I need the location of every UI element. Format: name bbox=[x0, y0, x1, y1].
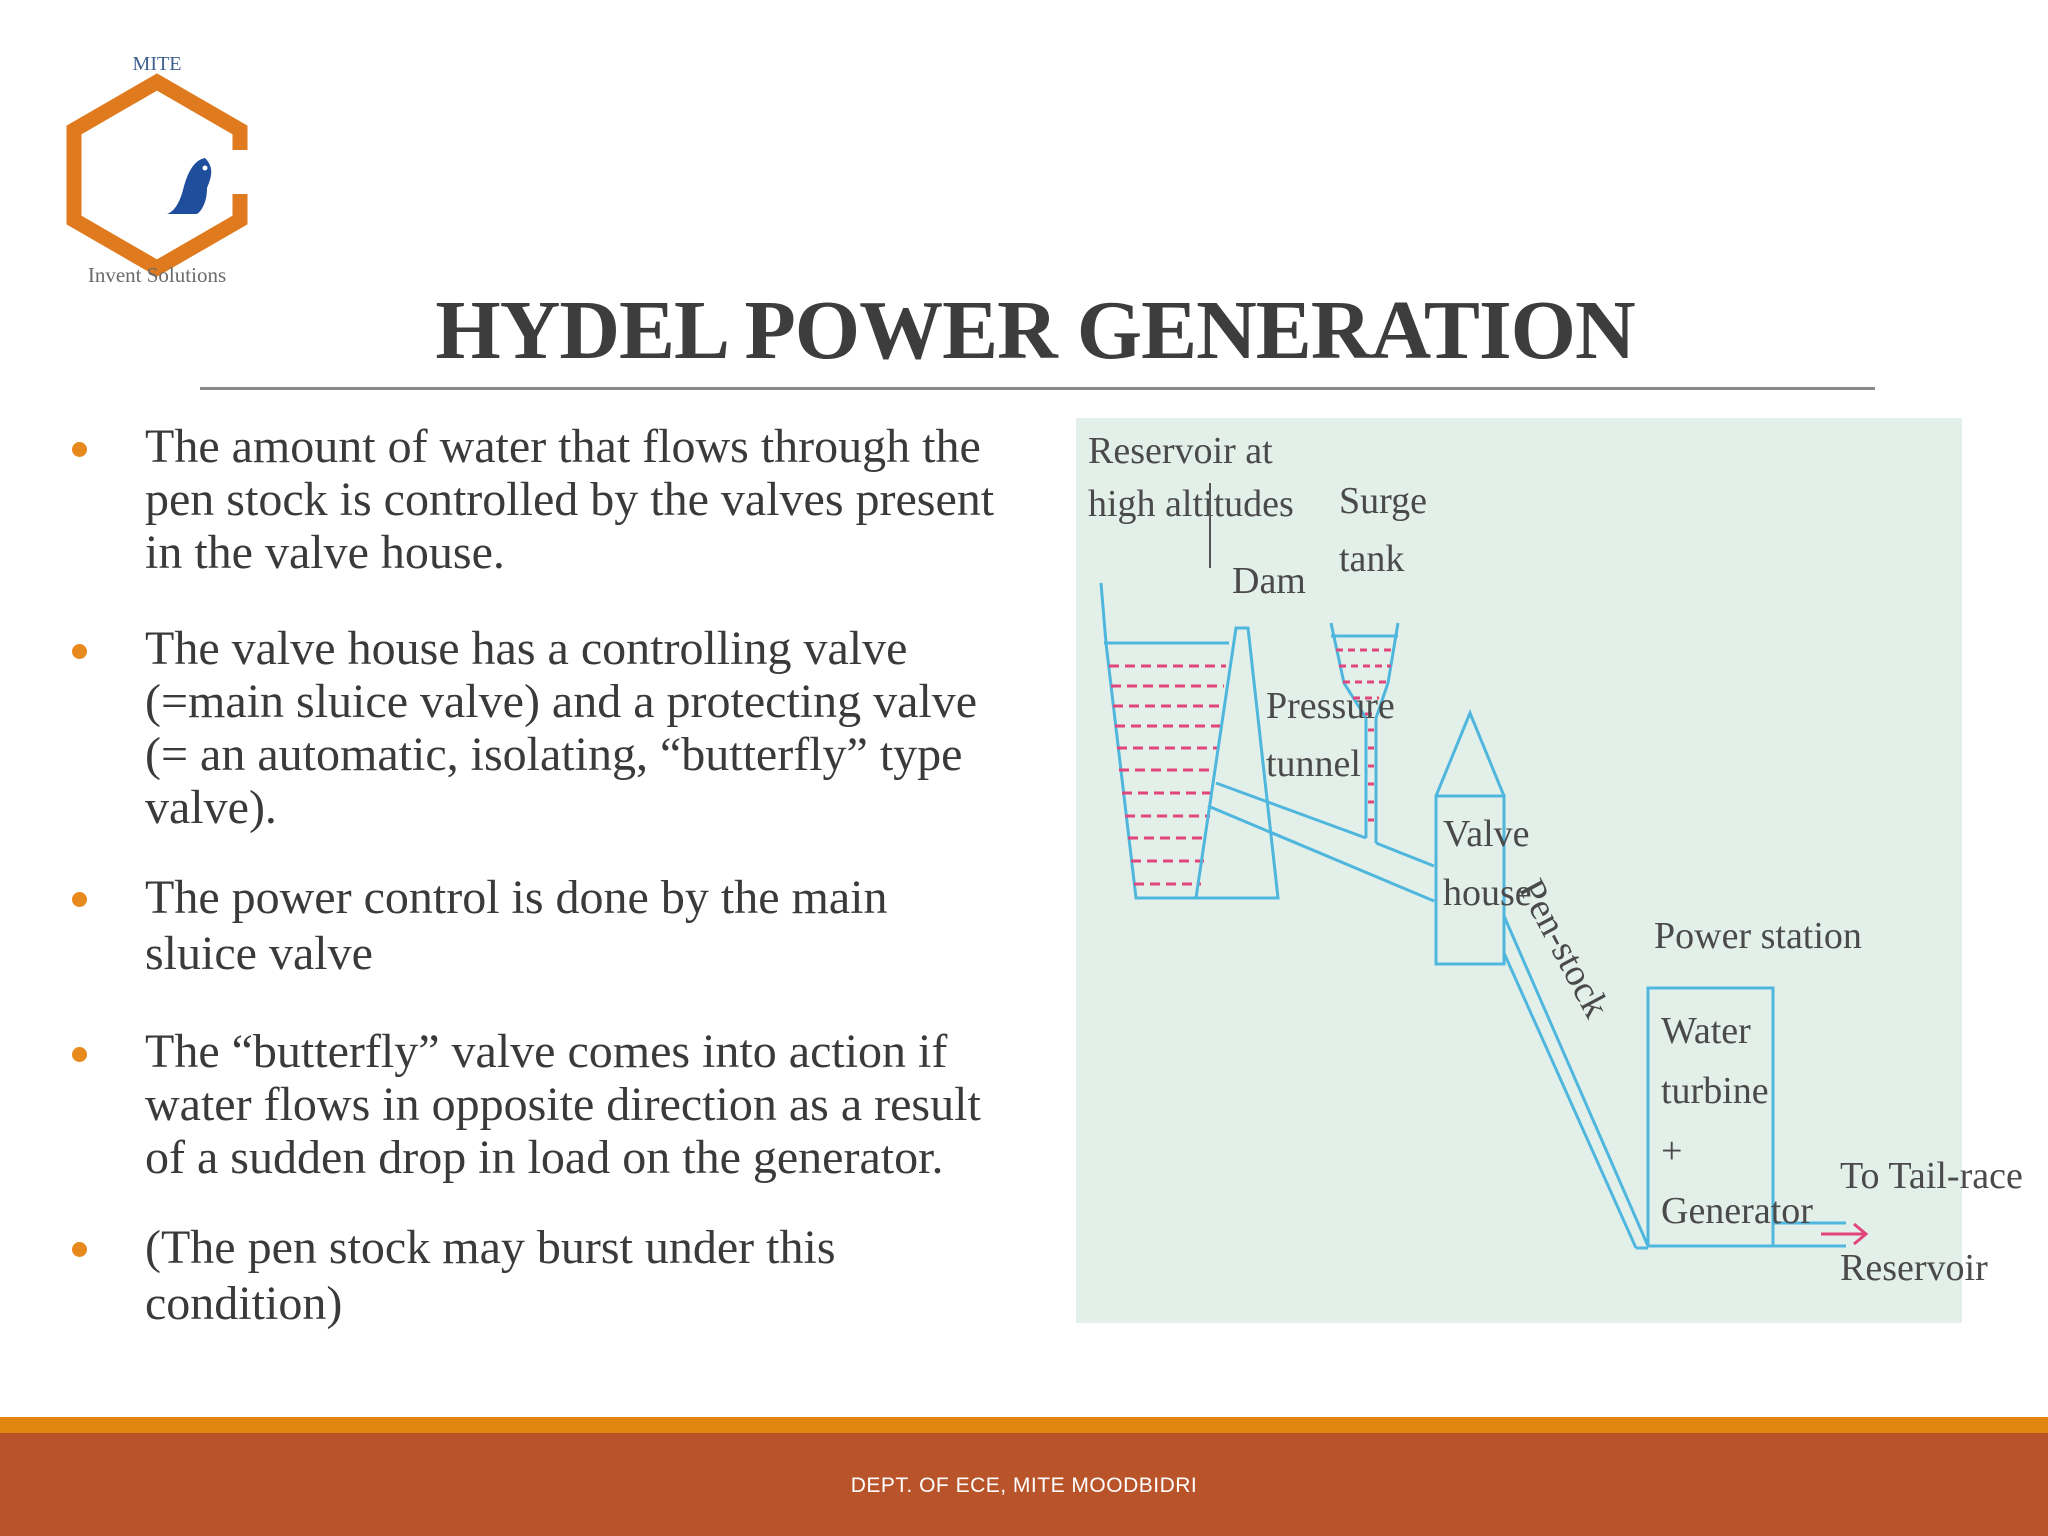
label-dam: Dam bbox=[1232, 560, 1306, 602]
bullet-icon bbox=[72, 644, 87, 659]
bullet-item bbox=[60, 420, 994, 579]
label-pressure-line2: tunnel bbox=[1266, 743, 1361, 785]
bullet-item bbox=[60, 1220, 836, 1332]
label-surge-line1: Surge bbox=[1339, 480, 1427, 522]
footer-text: DEPT. OF ECE, MITE MOODBIDRI bbox=[850, 1474, 1198, 1497]
bullet-line: (The pen stock may burst under this bbox=[145, 1221, 836, 1274]
bullet-item bbox=[60, 1025, 981, 1184]
label-generator: Generator bbox=[1661, 1190, 1813, 1232]
hydel-diagram bbox=[1076, 418, 2023, 1323]
bullet-line: valve). bbox=[145, 781, 277, 834]
bullet-line: of a sudden drop in load on the generator. bbox=[145, 1131, 944, 1184]
label-tailrace: To Tail-race bbox=[1840, 1155, 2023, 1197]
logo-top-text: MITE bbox=[132, 53, 182, 75]
footer-stripe bbox=[0, 1417, 2048, 1433]
bullet-line: (=main sluice valve) and a protecting valve bbox=[145, 675, 978, 728]
bullet-line: The power control is done by the main bbox=[145, 871, 888, 924]
label-penstock: Pen-stock bbox=[1510, 872, 1618, 1025]
mite-logo-graphic bbox=[55, 50, 265, 285]
hydel-diagram-graphic bbox=[1076, 418, 2023, 1323]
bullet-icon bbox=[72, 1047, 87, 1062]
label-pressure-line1: Pressure bbox=[1266, 685, 1395, 727]
bird-eye bbox=[203, 166, 208, 171]
bullet-line: (= an automatic, isolating, “butterfly” type bbox=[145, 728, 963, 781]
bullet-line: condition) bbox=[145, 1277, 343, 1330]
bullet-icon bbox=[72, 892, 87, 907]
bullet-icon bbox=[72, 1242, 87, 1257]
bullet-item bbox=[60, 870, 887, 982]
bullet-line: sluice valve bbox=[145, 927, 373, 980]
label-surge-line2: tank bbox=[1339, 538, 1405, 580]
bullet-line: The “butterfly” valve comes into action if bbox=[145, 1025, 948, 1078]
hexagon-gap bbox=[227, 150, 257, 194]
bullet-item bbox=[60, 622, 977, 834]
bullet-line: water flows in opposite direction as a result bbox=[145, 1078, 981, 1131]
mite-logo bbox=[55, 50, 265, 285]
bullet-line: The valve house has a controlling valve bbox=[145, 622, 908, 675]
label-reservoir-line2: high altitudes bbox=[1088, 483, 1294, 525]
label-valve-line1: Valve bbox=[1443, 813, 1530, 855]
bullet-line: in the valve house. bbox=[145, 526, 505, 579]
page-title: HYDEL POWER GENERATION bbox=[435, 284, 1635, 377]
bullet-line: The amount of water that flows through the bbox=[145, 420, 981, 473]
label-plus: + bbox=[1661, 1130, 1683, 1172]
label-turbine: turbine bbox=[1661, 1070, 1769, 1112]
diagram-background bbox=[1076, 418, 1962, 1323]
label-reservoir-line1: Reservoir at bbox=[1088, 430, 1273, 472]
bullet-icon bbox=[72, 442, 87, 457]
label-tail-reservoir: Reservoir bbox=[1840, 1247, 1988, 1289]
label-valve-line2: house bbox=[1443, 872, 1532, 914]
logo-bottom-text: Invent Solutions bbox=[87, 263, 227, 287]
label-power-station: Power station bbox=[1654, 915, 1862, 957]
title-divider bbox=[200, 387, 1875, 390]
bullet-line: pen stock is controlled by the valves present bbox=[145, 473, 995, 526]
label-water: Water bbox=[1661, 1010, 1751, 1052]
hexagon-icon bbox=[74, 82, 240, 268]
